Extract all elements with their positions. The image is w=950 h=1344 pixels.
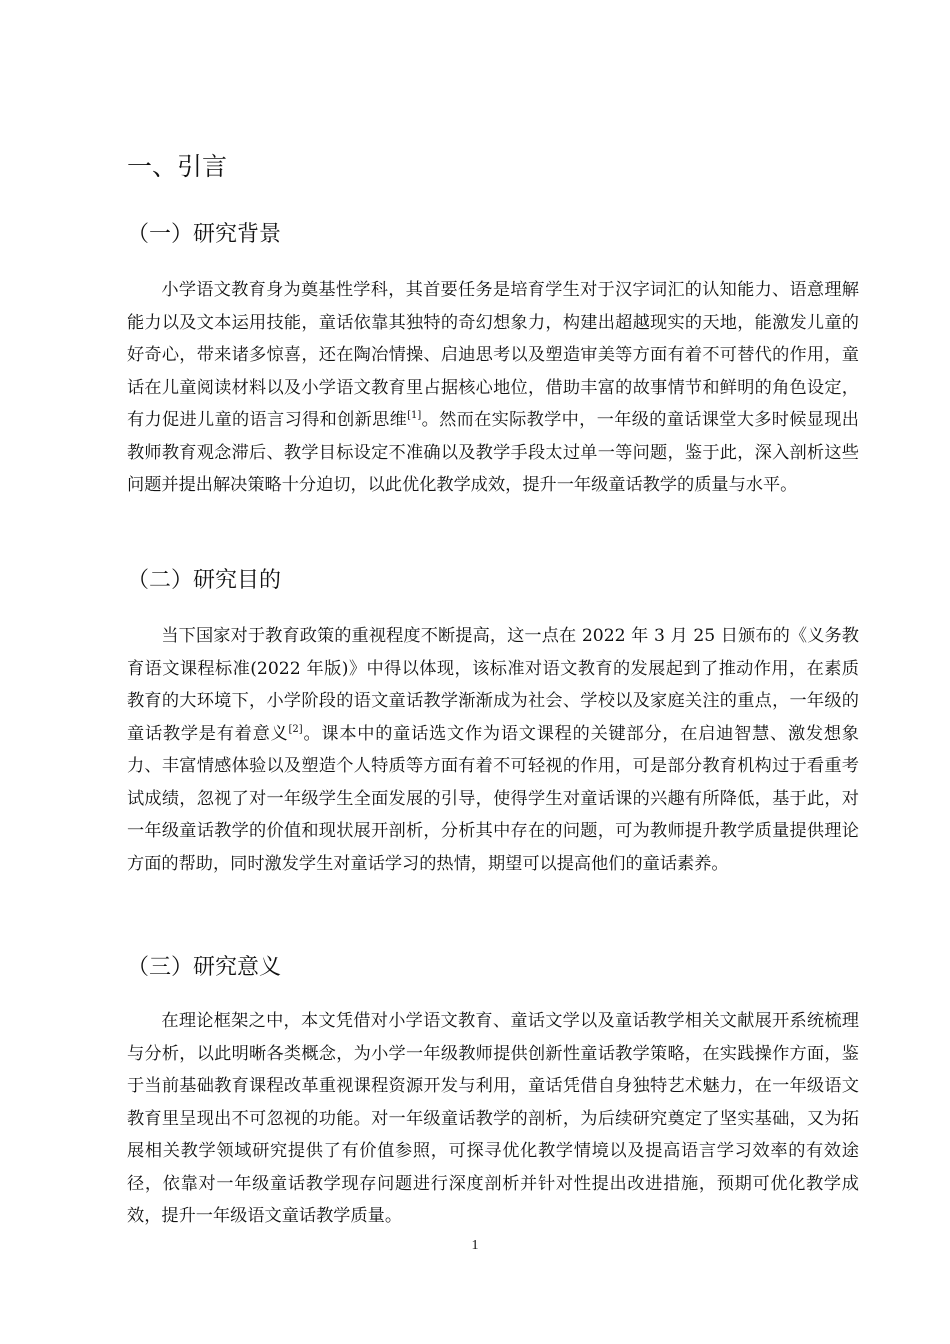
- heading-research-purpose: （二）研究目的: [127, 568, 282, 593]
- paragraph-text: 小学语文教育身为奠基性学科，其首要任务是培育学生对于汉字词汇的认知能力、语意理解能力以及文本运用技能，童话依靠其独特的奇幻想象力，构建出超越现实的天地，能激发儿童的好奇心，带来诸多惊喜，还在陶冶情操、启迪思考以及塑造审美等方面有着不可替代的作用，童话在儿童阅读材料以及小学语文教育里占据核心地位，借助丰富的故事情节和鲜明的角色设定，有力促进儿童的语言习得和创新思维: [127, 280, 859, 430]
- citation-2: [2]: [288, 723, 303, 735]
- paragraph-text: 。然而在实际教学中，一年级的童话课堂大多时候显现出教师教育观念滞后、教学目标设定不准确以及教学手段太过单一等问题，鉴于此，深入剖析这些问题并提出解决策略十分迫切，以此优化教学成效，提升一年级童话教学的质量与水平。: [127, 410, 859, 495]
- paragraph-research-purpose: [127, 620, 859, 880]
- paragraph-text: 。课本中的童话选文作为语文课程的关键部分，在启迪智慧、激发想象力、丰富情感体验以及塑造个人特质等方面有着不可轻视的作用，可是部分教育机构过于看重考试成绩，忽视了对一年级学生全面发展的引导，使得学生对童话课的兴趣有所降低，基于此，对一年级童话教学的价值和现状展开剖析，分析其中存在的问题，可为教师提升教学质量提供理论方面的帮助，同时激发学生对童话学习的热情，期望可以提高他们的童话素养。: [127, 723, 859, 874]
- page-number: 1: [471, 1238, 479, 1253]
- heading-research-significance: （三）研究意义: [127, 955, 282, 980]
- heading-research-background: （一）研究背景: [127, 222, 282, 247]
- paragraph-research-background: [127, 274, 859, 502]
- section-title: 一、引言: [127, 152, 228, 181]
- paragraph-text: 当下国家对于教育政策的重视程度不断提高，这一点在 2022 年 3 月 25 日颁布的《义务教育语文课程标准(2022 年版)》中得以体现，该标准对语文教育的发展起到了推动作用，在素质教育的大环境下，小学阶段的语文童话教学渐渐成为社会、学校以及家庭关注的重点，一年级的童话教学是有着意义: [127, 626, 859, 744]
- citation-1: [1]: [407, 410, 422, 421]
- paragraph-research-significance: 在理论框架之中，本文凭借对小学语文教育、童话文学以及童话教学相关文献展开系统梳理与分析，以此明晰各类概念，为小学一年级教师提供创新性童话教学策略，在实践操作方面，鉴于当前基础教育课程改革重视课程资源开发与利用，童话凭借自身独特艺术魅力，在一年级语文教育里呈现出不可忽视的功能。对一年级童话教学的剖析，为后续研究奠定了坚实基础，又为拓展相关教学领域研究提供了有价值参照，可探寻优化教学情境以及提高语言学习效率的有效途径，依靠对一年级童话教学现存问题进行深度剖析并针对性提出改进措施，预期可优化教学成效，提升一年级语文童话教学质量。: [127, 1011, 859, 1226]
